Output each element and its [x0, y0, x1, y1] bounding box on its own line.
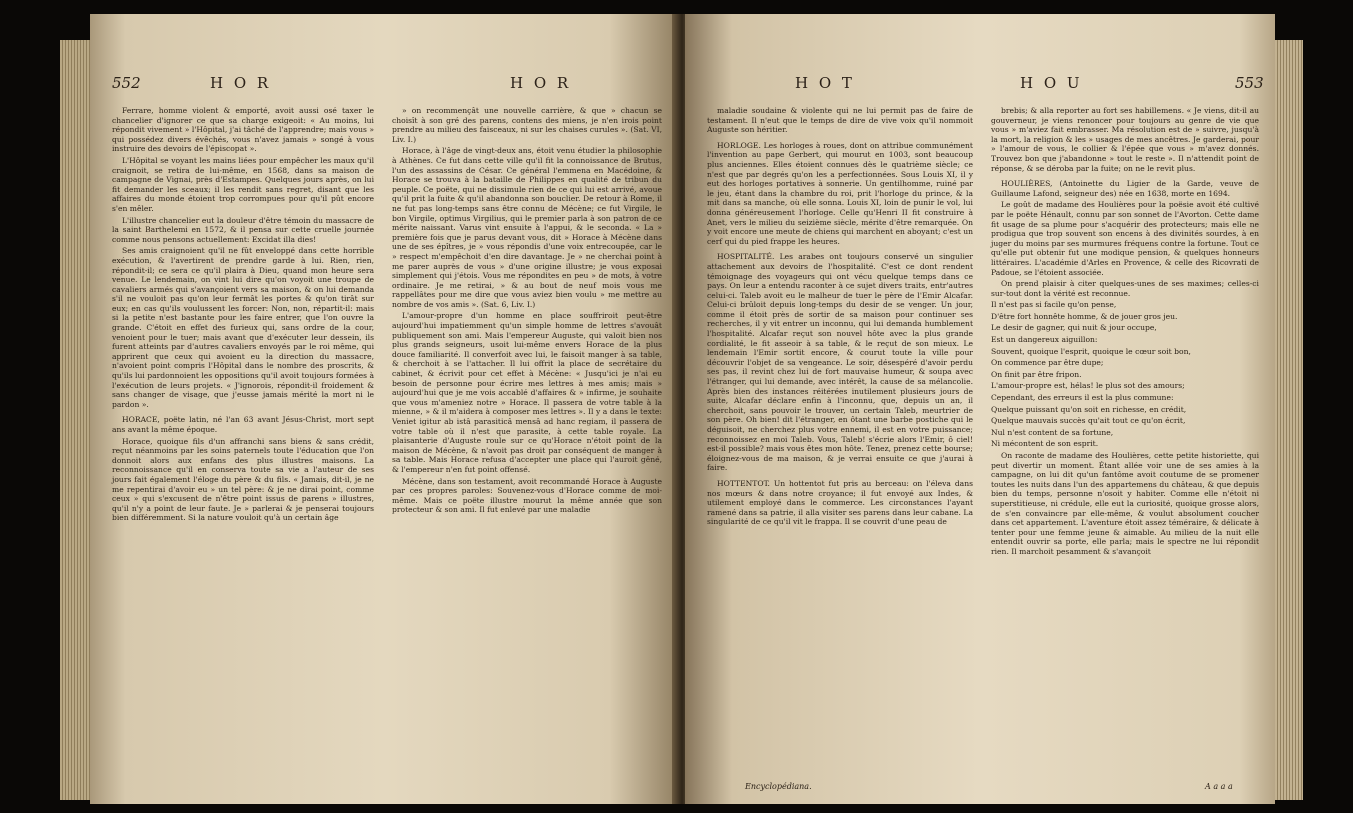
entry-horace: HORACE, poëte latin, né l'an 63 avant Jésus-Christ, mort sept ans avant la même époque.	[112, 415, 374, 434]
verse-line: Souvent, quoique l'esprit, quoique le cœur soit bon,	[991, 346, 1191, 356]
verse-line: On commence par être dupe;	[991, 358, 1104, 368]
right-column-2	[991, 106, 1259, 559]
left-page-number: 552	[112, 74, 141, 92]
left-page	[90, 14, 680, 804]
verse-line: L'amour-propre est, hélas! le plus sot des amours;	[991, 381, 1185, 391]
entry-horloge: HORLOGE. Les horloges à roues, dont on attribue communément l'invention au pape Gerbert, qui mourut en 1003, sont beaucoup plus anciennes. Elles étoient connues dès le quatrième siècle; ce n'est que par degrés qu'on les a perfectionnées. Sous Louis XI, il y eut des horloges portatives à sonnerie. Un gentilhomme, ruiné par le jeu, étant dans la chambre du roi, prit l'horloge du prince, & la mit dans sa manche, où elle sonna. Louis XI, loin de punir le vol, lui donna généreusement l'horloge. Celle qu'Henri II fit construire à Anet, vers le milieu du seizième siècle, mérite d'être remarquée. On y voit encore une meute de chiens qui marchent en aboyant; c'est un cerf qui du pied frappe les heures.	[707, 140, 973, 246]
right-column-1	[707, 106, 973, 529]
left-column-2	[392, 106, 662, 517]
left-header-left: H O R	[210, 74, 272, 92]
left-column-1	[112, 106, 374, 525]
left-page-edges	[60, 40, 90, 800]
verse-line: D'être fort honnête homme, & de jouer gros jeu.	[991, 311, 1178, 321]
paragraph: Mécène, dans son testament, avoit recommandé Horace à Auguste par ces propres paroles: Souvenez-vous d'Horace comme de moi-même. Mais ce poëte illustre mourut la même année que son protecteur & son ami. Il fut enlevé par une maladie	[392, 476, 662, 515]
paragraph: brebis; & alla reporter au fort ses habillemens. « Je viens, dit-il au gouverneur, je viens renoncer pour toujours au genre de vie que vous » m'aviez fait embrasser. Ma résolution est de » suivre, jusqu'à la mort, la religion & les » usages de mes ancêtres. Je garderai, pour » l'amour de vous, le collier & l'épée que vous » m'avez donnés. Trouvez bon que j'abandonne » tout le reste ». Il n'attendit point de réponse, & se déroba par la fuite; on ne le revit plus.	[991, 106, 1259, 173]
paragraph: » on recommençât une nouvelle carrière, & que » chacun se choisît à son gré des parens, contens des miens, je n'en irois point prendre au milieu des faisceaux, ni sur les chaises curules ». (Sat. VI, Liv. I.)	[392, 106, 662, 144]
right-header-right: H O U	[1020, 74, 1083, 92]
entry-hottentot: HOTTENTOT. Un hottentot fut pris au berceau: on l'éleva dans nos mœurs & dans notre croyance; il fut envoyé aux Indes, & utilement employé dans le commerce. Les circonstances l'ayant ramené dans sa patrie, il alla visiter ses parens dans leur cabane. La singularité de ce qu'il vit le frappa. Il se couvrit d'une peau de	[707, 478, 973, 527]
verse-line: Le desir de gagner, qui nuit & jour occupe,	[991, 323, 1157, 333]
paragraph: On prend plaisir à citer quelques-unes de ses maximes; celles-ci sur-tout dont la vérité est reconnue.	[991, 279, 1259, 298]
verse-block-2	[991, 381, 1259, 449]
signature-mark: A a a a	[1205, 782, 1233, 791]
verse-line: Cependant, des erreurs il est la plus commune:	[991, 393, 1174, 403]
verse-line: Il n'est pas si facile qu'on pense,	[991, 300, 1117, 310]
verse-line: Nul n'est content de sa fortune,	[991, 427, 1114, 437]
verse-line: Est un dangereux aiguillon:	[991, 335, 1098, 345]
verse-line: Quelque mauvais succès qu'ait tout ce qu'on écrit,	[991, 416, 1186, 426]
right-header-left: H O T	[795, 74, 855, 92]
paragraph: L'amour-propre d'un homme en place souffriroit peut-être aujourd'hui impatiemment qu'un simple homme de lettres s'avouât publiquement son ami. Mais l'empereur Auguste, qui valoit bien nos plus grands seigneurs, usoit lui-même envers Horace de la plus douce familiarité. Il converfoit avec lui, le faisoit manger à sa table, & cherchoit à se l'attacher. Il lui offrit la place de secrétaire du cabinet, & écrivit pour cet effet à Mécène: « Jusqu'ici je n'ai eu besoin de personne pour écrire mes lettres à mes amis; mais » aujourd'hui que je me vois accablé d'affaires & » infirme, je souhaite que vous m'ameniez notre » Horace. Il passera de votre table à la mienne, » & il m'aidera à composer mes lettres ». Il y a dans le texte: Veniet igitur ab istâ parasiticâ mensâ ad hanc regiam, il passera de votre table où il n'est que parasite, à cette table royale. La plaisanterie d'Auguste roule sur ce qu'Horace n'étoit point de la maison de Mécène, & n'avoit pas droit par conséquent de manger à sa table. Mais Horace refusa d'accepter une place qui l'auroit gêné, & l'empereur n'en fut point offensé.	[392, 311, 662, 474]
right-page	[685, 14, 1275, 804]
verse-line: Quelque puissant qu'on soit en richesse, en crédit,	[991, 404, 1187, 414]
paragraph: Horace, à l'âge de vingt-deux ans, étoit venu étudier la philosophie à Athènes. Ce fut dans cette ville qu'il fit la connoissance de Brutus, l'un des assassins de César. Ce général l'emmena en Macédoine, & Horace se trouva à la bataille de Philippes en qualité de tribun du peuple. Ce poëte, qui ne dissimule rien de ce qui lui est arrivé, avoue qu'il prit la fuite & qu'il abandonna son bouclier. De retour à Rome, il ne fut pas long-temps sans être connu de Mécène; ce fut Virgile, le bon Virgile, optimus Virgilius, qui le premier parla à son patron de ce mérite naissant. Varus vint ensuite à l'appui, & le seconda. « La » première fois que je parus devant vous, dit » Horace à Mécène dans une de ses épîtres, je » vous répondis d'une voix entrecoupée, car le » respect m'empêchoit d'en dire davantage. Je » ne cherchai point à me parer auprès de vous » d'une origine illustre; je vous exposai simplement qui j'étois. Vous me répondites en peu » de mots, à votre ordinaire. Je me retirai, » & au bout de neuf mois vous me rappellâtes pour me dire que vous aviez bien voulu » me mettre au nombre de vos amis ». (Sat. 6, Liv. I.)	[392, 146, 662, 309]
right-page-edges	[1275, 40, 1303, 800]
paragraph: maladie soudaine & violente qui ne lui permit pas de faire de testament. Il n'eut que le temps de dire de vive voix qu'il nommoit Auguste son héritier.	[707, 106, 973, 135]
paragraph: On raconte de madame des Houlières, cette petite historiette, qui peut divertir un moment. Étant allée voir une de ses amies à la campagne, on lui dit qu'un fantôme avoit coutume de se promener toutes les nuits dans l'un des appartemens du château, & que depuis bien du temps, personne n'osoit y habiter. Comme elle n'étoit ni superstitieuse, ni crédule, elle eut la curiosité, quoique grosse alors, de s'en convaincre par elle-même, & voulut absolument coucher dans cet appartement. L'aventure étoit assez téméraire, & délicate à tenter pour une femme jeune & aimable. Au milieu de la nuit elle entendit ouvrir sa porte, elle parla; mais le spectre ne lui répondit rien. Il marchoit pesamment & s'avançoit	[991, 451, 1259, 556]
verse-block-1	[991, 300, 1259, 379]
paragraph: Le goût de madame des Houlières pour la poësie avoit été cultivé par le poëte Hénault, connu par son sonnet de l'Avorton. Cette dame fit usage de sa plume pour s'acquérir des protecteurs; mais elle ne prodigua que trop souvent son encens à des divinités sourdes, à en juger du moins par ses murmures fréquens contre la fortune. Tout ce qu'elle put obtenir fut une modique pension, & quelques honneurs littéraires. L'académie d'Arles en Provence, & celle des Ricovrati de Padoue, se l'étoient associée.	[991, 200, 1259, 277]
paragraph: L'illustre chancelier eut la douleur d'être témoin du massacre de la saint Barthelemi en 1572, & il pensa sur cette cruelle journée comme nous pensons actuellement: Excidat illa dies!	[112, 215, 374, 244]
entry-hospitalite: HOSPITALITÉ. Les arabes ont toujours conservé un singulier attachement aux devoirs de l'hospitalité. C'est ce dont rendent témoignage des voyageurs qui ont vécu quelque temps dans ce pays. On leur a entendu raconter à ce sujet divers traits, entr'autres celui-ci. Taleb avoit eu le malheur de tuer le père de l'Emir Alcafar. Celui-ci brûloit depuis long-temps du desir de se venger. Un jour, comme il étoit près de sortir de sa maison pour continuer ses recherches, il y vit entrer un inconnu, qui lui demanda humblement l'hospitalité. Alcafar reçut son nouvel hôte avec la plus grande cordialité, le fit asseoir à sa table, & le reçut de son mieux. Le lendemain l'Emir sortit encore, & courut toute la ville pour découvrir l'objet de sa vengeance. Le soir, désespéré d'avoir perdu ses pas, il revint chez lui de fort mauvaise humeur, & soupa avec l'étranger, qui lui demande, avec intérêt, la cause de sa mélancolie. Après bien des instances réitérées inutilement plusieurs jours de suite, Alcafar déclare enfin à l'inconnu, que, depuis un an, il cherchoit, sans pouvoir le trouver, un certain Taleb, meurtrier de son père. Oh bien! dit l'étranger, en ôtant une barbe postiche qui le déguisoit, ne cherchez plus votre ennemi, il est en votre puissance; reconnoissez en moi Taleb. Vous, Taleb! s'écrie alors l'Emir, ô ciel! est-il possible? mais vous êtes mon hôte. Tenez, prenez cette bourse; éloignez-vous de ma maison, & je verrai ensuite ce que j'aurai à faire.	[707, 252, 973, 473]
paragraph: Horace, quoique fils d'un affranchi sans biens & sans crédit, reçut néanmoins par les soins paternels toute l'éducation que l'on donnoit alors aux enfans des plus illustres maisons. La reconnoissance qu'il en conserva toute sa vie a l'auteur de ses jours fait également l'éloge du père & du fils. « Jamais, dit-il, je ne me repentirai d'avoir eu » un tel père: & je ne dirai point, comme ceux » qui s'excusent de n'être point issus de parens » illustres, qu'il n'y a point de leur faute. Je » parlerai & je penserai toujours bien différemment. Si la nature vouloit qu'à un certain âge	[112, 436, 374, 523]
entry-houlieres: HOULIÈRES, (Antoinette du Ligier de la Garde, veuve de Guillaume Lafond, seigneur des) née en 1638, morte en 1694.	[991, 179, 1259, 198]
right-page-number: 553	[1235, 74, 1264, 92]
footer-signature: Encyclopédiana.	[745, 782, 812, 791]
verse-line: On finit par être fripon.	[991, 369, 1082, 379]
paragraph: Ferrare, homme violent & emporté, avoit aussi osé taxer le chancelier d'ignorer ce que sa charge exigeoit: « Au moins, lui répondit vivement » l'Hôpital, j'ai tâché de l'apprendre; mais vous » qui possédez divers évêchés, vous n'avez jamais » songé à vous instruire des devoirs de l'épiscopat ».	[112, 106, 374, 154]
paragraph: L'Hôpital se voyant les mains liées pour empêcher les maux qu'il craignoit, se retira de lui-même, en 1568, dans sa maison de campagne de Vignai, près d'Estampes. Quelques jours après, on lui fit demander les sceaux; il les rendit sans regret, disant que les affaires du monde étoient trop corrompues pour qu'il pût encore s'en mêler.	[112, 155, 374, 213]
left-header-right: H O R	[510, 74, 572, 92]
paragraph: Ses amis craignoient qu'il ne fût enveloppé dans cette horrible exécution, & l'avertirent de prendre garde à lui. Rien, rien, répondit-il; ce sera ce qu'il plaira à Dieu, quand mon heure sera venue. Le lendemain, on vint lui dire qu'on voyoit une troupe de cavaliers armés qui s'avançoient vers sa maison, & on lui demanda s'il ne vouloit pas qu'on leur fermât les portes & qu'on tirât sur eux; en cas qu'ils voulussent les forcer: Non, non, répartit-il: mais si la petite n'est bastante pour les faire entrer, que l'on ouvre la grande. C'étoit en effet des furieux qui, sans ordre de la cour, venoient pour le tuer; mais avant que d'exécuter leur dessein, ils furent atteints par d'autres cavaliers envoyés par le roi même, qui apprirent que ceux qui avoient eu la direction du massacre, n'avoient point compris l'Hôpital dans le nombre des proscrits, & qu'ils lui pardonnoient les oppositions qu'il avoit toujours formées à l'exécution de leurs projets. « J'ignorois, répondit-il froidement & sans changer de visage, que j'eusse jamais mérité la mort ni le pardon ».	[112, 246, 374, 409]
verse-line: Ni mécontent de son esprit.	[991, 439, 1099, 449]
